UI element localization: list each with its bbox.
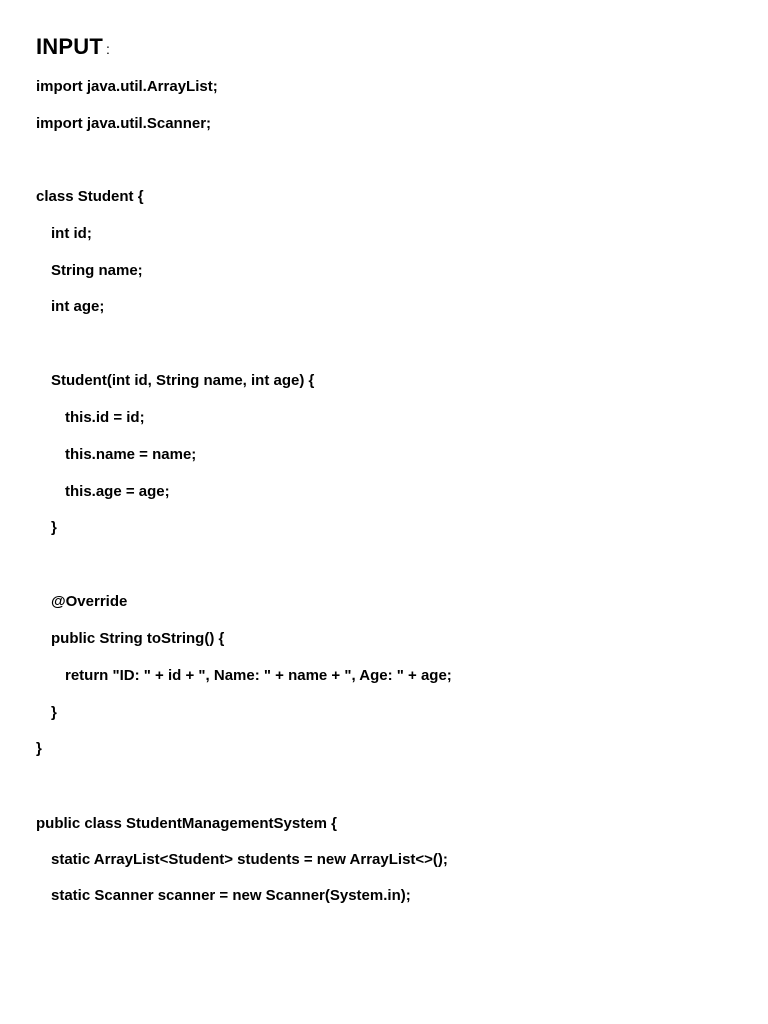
- code-line: public class StudentManagementSystem {: [36, 815, 337, 832]
- heading-colon: :: [106, 41, 111, 57]
- code-line: static Scanner scanner = new Scanner(System.in);: [51, 887, 411, 904]
- code-line: String name;: [51, 262, 143, 279]
- code-line: Student(int id, String name, int age) {: [51, 372, 315, 389]
- code-line: return "ID: " + id + ", Name: " + name + ", Age: " + age;: [65, 667, 452, 684]
- code-line: int age;: [51, 298, 105, 315]
- code-line: class Student {: [36, 188, 144, 205]
- code-line: import java.util.ArrayList;: [36, 78, 218, 95]
- code-line: this.id = id;: [65, 409, 145, 426]
- code-line: @Override: [51, 593, 128, 610]
- code-line: this.name = name;: [65, 446, 197, 463]
- heading-text: INPUT: [36, 34, 103, 59]
- section-heading: [36, 34, 110, 60]
- code-line: import java.util.Scanner;: [36, 115, 212, 132]
- code-line: }: [51, 519, 57, 536]
- code-line: int id;: [51, 225, 92, 242]
- code-line: }: [51, 704, 57, 721]
- code-line: static ArrayList<Student> students = new ArrayList<>();: [51, 851, 448, 868]
- code-line: this.age = age;: [65, 483, 170, 500]
- code-line: }: [36, 740, 42, 757]
- code-line: public String toString() {: [51, 630, 225, 647]
